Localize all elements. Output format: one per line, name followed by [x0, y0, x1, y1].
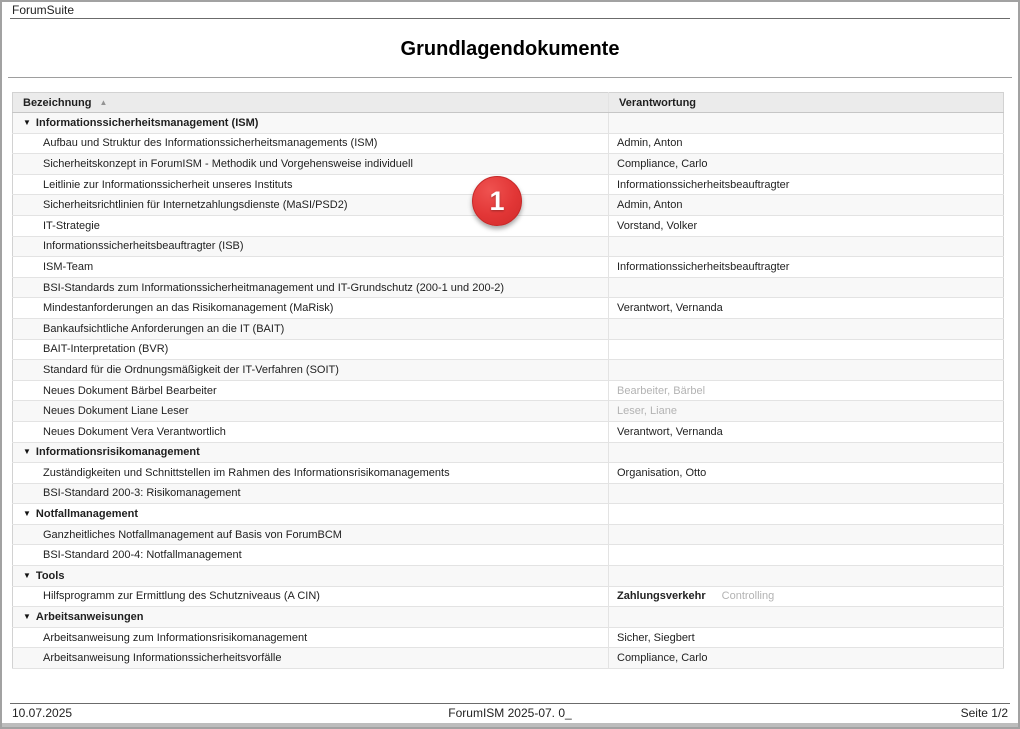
document-title-cell[interactable]: [13, 401, 609, 422]
responsibility-value: Vorstand, Volker: [617, 219, 698, 232]
document-title: Arbeitsanweisung Informationssicherheitsvorfälle: [43, 652, 282, 665]
section-label: Notfallmanagement: [35, 508, 138, 521]
responsibility-cell[interactable]: [609, 524, 1004, 545]
collapse-triangle-icon: ▼: [23, 570, 31, 580]
responsibility-cell[interactable]: [609, 401, 1004, 422]
document-title: Mindestanforderungen an das Risikomanagement (MaRisk): [43, 302, 334, 315]
document-title-cell[interactable]: [13, 586, 609, 607]
responsibility-cell[interactable]: [609, 133, 1004, 154]
app-header-title: ForumSuite: [12, 3, 75, 17]
footer-date: 10.07.2025: [12, 706, 73, 720]
document-title: Bankaufsichtliche Anforderungen an die IT (BAIT): [43, 322, 285, 335]
document-title: ISM-Team: [43, 260, 94, 273]
document-title: Sicherheitskonzept in ForumISM - Methodik und Vorgehensweise individuell: [43, 157, 413, 170]
document-row[interactable]: [13, 298, 1004, 319]
responsibility-cell[interactable]: [609, 318, 1004, 339]
document-title: Neues Dokument Bärbel Bearbeiter: [43, 384, 217, 397]
document-title: Standard für die Ordnungsmäßigkeit der IT-Verfahren (SOIT): [43, 363, 339, 376]
document-title-cell[interactable]: [13, 298, 609, 319]
document-title-cell[interactable]: [13, 463, 609, 484]
document-title: Informationssicherheitsbeauftragter (ISB): [43, 240, 244, 253]
document-row[interactable]: [13, 401, 1004, 422]
document-title-cell[interactable]: [13, 380, 609, 401]
responsibility-cell[interactable]: [609, 360, 1004, 381]
collapse-triangle-icon: ▼: [23, 447, 31, 457]
responsibility-value: Leser, Liane: [617, 405, 677, 418]
responsibility-cell[interactable]: [609, 627, 1004, 648]
header-divider: [10, 18, 1010, 19]
section-label: Informationsrisikomanagement: [35, 446, 200, 459]
document-row[interactable]: [13, 421, 1004, 442]
page-bottom-edge: [2, 723, 1018, 727]
section-row[interactable]: [13, 566, 1004, 587]
document-title-cell[interactable]: [13, 277, 609, 298]
collapse-triangle-icon: ▼: [23, 612, 31, 622]
section-label-cell[interactable]: [13, 442, 609, 463]
document-title: Neues Dokument Liane Leser: [43, 405, 189, 418]
responsibility-cell[interactable]: [609, 298, 1004, 319]
footer-divider: [10, 703, 1010, 704]
document-title-cell[interactable]: [13, 421, 609, 442]
table-header-row: [13, 93, 1004, 113]
section-label-cell[interactable]: [13, 607, 609, 628]
responsibility-value: Controlling: [721, 590, 775, 603]
responsibility-cell[interactable]: [609, 442, 1004, 463]
responsibility-cell[interactable]: [609, 257, 1004, 278]
responsibility-cell[interactable]: [609, 113, 1004, 134]
responsibility-value: Bearbeiter, Bärbel: [617, 384, 706, 397]
document-row[interactable]: [13, 339, 1004, 360]
responsibility-value: Informationssicherheitsbeauftragter: [617, 260, 790, 273]
responsibility-value: Verantwort, Vernanda: [617, 302, 723, 315]
document-row[interactable]: [13, 648, 1004, 669]
document-row[interactable]: [13, 133, 1004, 154]
document-row[interactable]: [13, 154, 1004, 175]
document-title-cell[interactable]: [13, 154, 609, 175]
document-title-cell[interactable]: [13, 627, 609, 648]
responsibility-cell[interactable]: [609, 154, 1004, 175]
document-title: Hilfsprogramm zur Ermittlung des Schutzniveaus (A CIN): [43, 590, 320, 603]
document-title-cell[interactable]: [13, 360, 609, 381]
document-title-cell[interactable]: [13, 133, 609, 154]
responsibility-value: Verantwort, Vernanda: [617, 425, 723, 438]
document-row[interactable]: [13, 627, 1004, 648]
responsibility-cell[interactable]: [609, 463, 1004, 484]
section-row[interactable]: [13, 442, 1004, 463]
responsibility-cell[interactable]: [609, 586, 1004, 607]
responsibility-value: Sicher, Siegbert: [617, 631, 695, 644]
document-row[interactable]: [13, 360, 1004, 381]
document-title: BSI-Standards zum Informationssicherheitmanagement und IT-Grundschutz (200-1 und 200-2): [43, 281, 505, 294]
document-title: BSI-Standard 200-4: Notfallmanagement: [43, 549, 242, 562]
responsibility-value: Organisation, Otto: [617, 466, 707, 479]
footer-page: Seite 1/2: [960, 706, 1008, 720]
responsibility-cell[interactable]: [609, 236, 1004, 257]
responsibility-cell[interactable]: [609, 215, 1004, 236]
responsibility-cell[interactable]: [609, 648, 1004, 669]
document-title-cell[interactable]: [13, 215, 609, 236]
section-label-cell[interactable]: [13, 566, 609, 587]
document-title: BSI-Standard 200-3: Risikomanagement: [43, 487, 241, 500]
section-label: Informationssicherheitsmanagement (ISM): [35, 116, 259, 129]
section-label: Arbeitsanweisungen: [35, 611, 144, 624]
document-title-cell[interactable]: [13, 648, 609, 669]
responsibility-cell[interactable]: [609, 607, 1004, 628]
responsibility-cell[interactable]: [609, 277, 1004, 298]
responsibility-cell[interactable]: [609, 483, 1004, 504]
document-row[interactable]: [13, 318, 1004, 339]
page-title: Grundlagendokumente: [400, 38, 620, 60]
section-label-cell[interactable]: [13, 504, 609, 525]
document-title-cell[interactable]: [13, 545, 609, 566]
document-title: Leitlinie zur Informationssicherheit unseres Instituts: [43, 178, 293, 191]
document-title: BAIT-Interpretation (BVR): [43, 343, 169, 356]
section-row[interactable]: [13, 607, 1004, 628]
document-row[interactable]: [13, 277, 1004, 298]
annotation-badge-1: 1: [472, 176, 522, 226]
responsibility-cell[interactable]: [609, 195, 1004, 216]
sort-ascending-icon: ▲: [99, 97, 108, 107]
column-header-verantwortung-label: Verantwortung: [619, 96, 697, 109]
responsibility-cell[interactable]: [609, 504, 1004, 525]
responsibility-cell[interactable]: [609, 566, 1004, 587]
responsibility-cell[interactable]: [609, 545, 1004, 566]
section-row[interactable]: [13, 504, 1004, 525]
document-row[interactable]: [13, 524, 1004, 545]
document-title-cell[interactable]: [13, 339, 609, 360]
responsibility-value: Informationssicherheitsbeauftragter: [617, 178, 790, 191]
document-row[interactable]: [13, 236, 1004, 257]
responsibility-cell[interactable]: [609, 421, 1004, 442]
responsibility-cell[interactable]: [609, 174, 1004, 195]
document-row[interactable]: [13, 463, 1004, 484]
section-label: Tools: [35, 569, 65, 582]
document-row[interactable]: [13, 586, 1004, 607]
responsibility-value: Admin, Anton: [617, 137, 683, 150]
section-row[interactable]: [13, 113, 1004, 134]
document-row[interactable]: [13, 545, 1004, 566]
column-header-verantwortung[interactable]: [609, 93, 1004, 113]
collapse-triangle-icon: ▼: [23, 117, 31, 127]
responsibility-cell[interactable]: [609, 380, 1004, 401]
document-title: Aufbau und Struktur des Informationssicherheitsmanagements (ISM): [43, 137, 378, 150]
document-title-cell[interactable]: [13, 524, 609, 545]
document-title: Arbeitsanweisung zum Informationsrisikomanagement: [43, 631, 308, 644]
document-title: Neues Dokument Vera Verantwortlich: [43, 425, 226, 438]
document-title-cell[interactable]: [13, 236, 609, 257]
responsibility-value: Compliance, Carlo: [617, 157, 708, 170]
responsibility-value: Compliance, Carlo: [617, 652, 708, 665]
document-title-cell[interactable]: [13, 318, 609, 339]
responsibility-value: Zahlungsverkehr: [617, 590, 706, 603]
footer-version: ForumISM 2025-07. 0_: [448, 706, 572, 720]
column-header-bezeichnung[interactable]: [13, 93, 609, 113]
document-title: Zuständigkeiten und Schnittstellen im Rahmen des Informationsrisikomanagements: [43, 466, 450, 479]
document-row[interactable]: [13, 483, 1004, 504]
responsibility-cell[interactable]: [609, 339, 1004, 360]
section-label-cell[interactable]: [13, 113, 609, 134]
collapse-triangle-icon: ▼: [23, 509, 31, 519]
responsibility-value: Admin, Anton: [617, 199, 683, 212]
document-title: Sicherheitsrichtlinien für Internetzahlungsdienste (MaSI/PSD2): [43, 199, 348, 212]
title-divider: [8, 77, 1012, 78]
document-row[interactable]: [13, 380, 1004, 401]
document-title-cell[interactable]: [13, 257, 609, 278]
column-header-bezeichnung-label: Bezeichnung: [23, 96, 92, 109]
document-title: IT-Strategie: [43, 219, 100, 232]
document-title: Ganzheitliches Notfallmanagement auf Basis von ForumBCM: [43, 528, 342, 541]
document-title-cell[interactable]: [13, 483, 609, 504]
document-row[interactable]: [13, 257, 1004, 278]
